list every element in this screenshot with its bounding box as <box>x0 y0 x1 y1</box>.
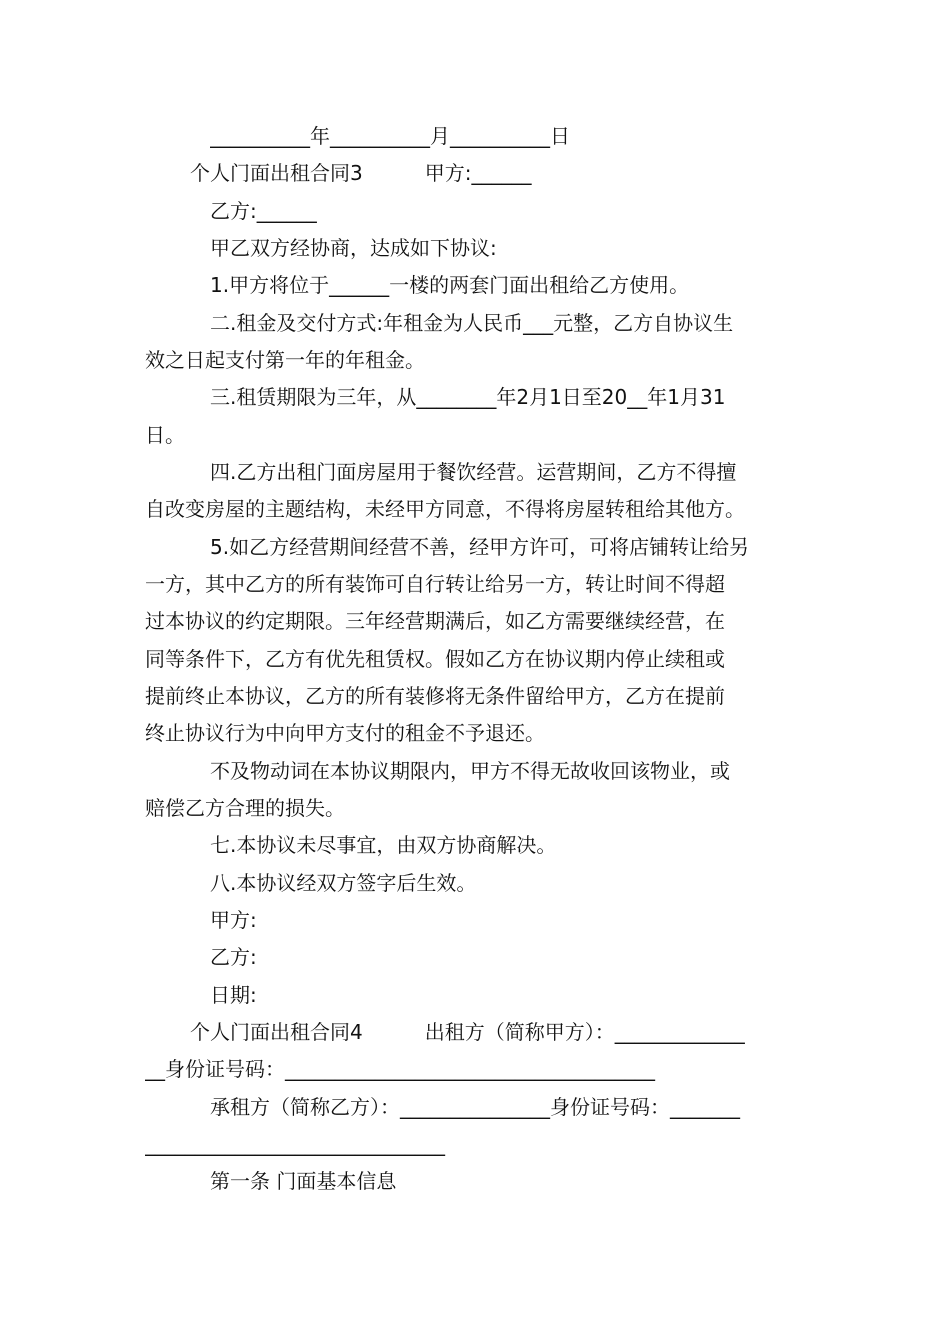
signature-party-a: 甲方: <box>210 908 257 932</box>
party-b-line: 乙方:______ <box>210 199 317 223</box>
clause-1: 1.甲方将位于______一楼的两套门面出租给乙方使用。 <box>210 273 690 297</box>
clause-5-line-2: 一方，其中乙方的所有装饰可自行转让给另一方，转让时间不得超 <box>145 572 725 596</box>
clause-3-line-2: 日。 <box>145 423 185 447</box>
contract-3-header <box>190 161 855 185</box>
lessor-line: 出租方（简称甲方）：_____________ <box>424 1020 745 1044</box>
article-1-heading: 第一条 门面基本信息 <box>210 1169 397 1193</box>
clause-6-line-2: 赔偿乙方合理的损失。 <box>145 796 345 820</box>
agreement-intro: 甲乙双方经协商，达成如下协议: <box>210 236 497 260</box>
clause-3-line-1: 三.租赁期限为三年，从________年2月1日至20__年1月31 <box>210 385 726 409</box>
clause-5-line-4: 同等条件下，乙方有优先租赁权。假如乙方在协议期内停止续租或 <box>145 647 725 671</box>
clause-5-line-1: 5.如乙方经营期间经营不善，经甲方许可，可将店铺转让给另 <box>210 535 750 559</box>
contract-3-title: 个人门面出租合同3 <box>190 161 363 185</box>
lessee-id-continuation: ______________________________ <box>145 1132 445 1156</box>
contract-4-title: 个人门面出租合同4 <box>190 1020 363 1044</box>
clause-4-line-2: 自改变房屋的主题结构，未经甲方同意，不得将房屋转租给其他方。 <box>145 497 745 521</box>
clause-4-line-1: 四.乙方出租门面房屋用于餐饮经营。运营期间，乙方不得擅 <box>210 460 737 484</box>
clause-5-line-5: 提前终止本协议，乙方的所有装修将无条件留给甲方，乙方在提前 <box>145 684 725 708</box>
clause-5-line-6: 终止协议行为中向甲方支付的租金不予退还。 <box>145 721 545 745</box>
clause-7: 七.本协议未尽事宜，由双方协商解决。 <box>210 833 557 857</box>
clause-6-line-1: 不及物动词在本协议期限内，甲方不得无故收回该物业，或 <box>210 759 730 783</box>
lessee-line: 承租方（简称乙方）：_______________身份证号码：_______ <box>210 1095 740 1119</box>
party-a-line: 甲方:______ <box>424 161 532 185</box>
clause-2-line-2: 效之日起支付第一年的年租金。 <box>145 348 425 372</box>
signature-party-b: 乙方: <box>210 945 257 969</box>
clause-5-line-3: 过本协议的约定期限。三年经营期满后，如乙方需要继续经营，在 <box>145 609 725 633</box>
clause-8: 八.本协议经双方签字后生效。 <box>210 871 477 895</box>
signature-date: 日期: <box>210 983 257 1007</box>
lessor-id-line: __身份证号码：_____________________________________ <box>145 1057 655 1081</box>
contract-4-header <box>190 1020 855 1044</box>
date-line: __________年__________月__________日 <box>210 124 570 148</box>
clause-2-line-1: 二.租金及交付方式:年租金为人民币___元整，乙方自协议生 <box>210 311 734 335</box>
